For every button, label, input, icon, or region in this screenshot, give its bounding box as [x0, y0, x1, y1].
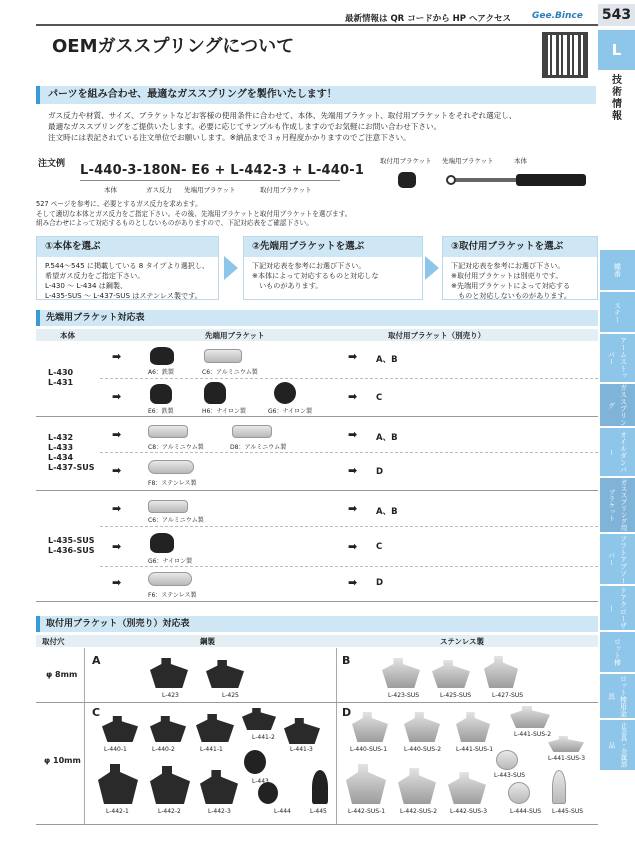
part-caption: L-442-SUS-1 — [348, 808, 386, 815]
l-442-sus-1-image — [346, 764, 386, 804]
part-caption: C8：アルミニウム製 — [148, 444, 204, 451]
l-442-sus-3-image — [448, 772, 486, 804]
c6-bracket-image — [148, 500, 188, 513]
l-441-2-image — [242, 708, 276, 730]
tip-bracket-illustration — [446, 175, 456, 185]
step-title: ①本体を選ぶ — [37, 237, 218, 257]
tip-table-title: 先端用ブラケット対応表 — [36, 310, 598, 326]
steps-line: 527 ページを参考に、必要とするガス反力を求めます。 — [36, 200, 202, 208]
brand-logo: Gee.Bince — [532, 11, 583, 21]
row-divider — [100, 526, 598, 527]
header-note: 最新情報は QR コードから HP へアクセス — [345, 14, 511, 24]
steps-line: 組み合わせによって対応するものとしないものがありますので、下記対応表をご確認下さい。 — [36, 219, 313, 227]
group-letter: D — [342, 706, 352, 719]
intro-line: 注文時には表記されている注文単位でお願いします。※納品まで３ヵ月程度かかりますのでご注意下さい。 — [48, 133, 411, 142]
part-caption: L-442-1 — [106, 808, 129, 815]
step-line: P.544～545 に掲載している 8 タイプより選択し、 — [45, 261, 210, 270]
l-440-sus-2-image — [404, 712, 440, 742]
part-caption: L-441-SUS-2 — [514, 731, 552, 738]
mount-result: A、B — [376, 507, 398, 517]
side-tab-gas-spring-bracket[interactable]: ガススプリング用ブラケット — [600, 478, 635, 532]
intro-banner: パーツを組み合わせ、最適なガススプリングを製作いたします！ — [36, 86, 596, 104]
group-divider — [36, 416, 598, 417]
l-425-sus-image — [432, 660, 470, 688]
part-caption: G6：ナイロン製 — [148, 558, 193, 565]
step-line: 下記対応表を参考にお選び下さい。 — [252, 261, 366, 270]
mount-result: C — [376, 393, 383, 403]
step-line: ※先端用ブラケットによって対応する — [451, 281, 571, 290]
part-caption: L-423 — [162, 692, 179, 699]
group-letter: C — [92, 706, 101, 719]
row-arrow-icon: ➡ — [348, 502, 358, 515]
section-letter: L — [598, 30, 635, 70]
l-441-sus-2-image — [510, 706, 550, 728]
part-caption: C6：アルミニウム製 — [148, 517, 204, 524]
l-442-3-image — [200, 770, 238, 804]
step-line: ※取付用ブラケットは別売りです。 — [451, 271, 563, 280]
step-line: いものがあります。 — [252, 281, 323, 290]
part-caption: L-444 — [274, 808, 291, 815]
step-card-1 — [36, 236, 219, 300]
side-tab-hinge[interactable]: 蝶番 — [600, 250, 635, 290]
l-442-sus-2-image — [398, 768, 436, 804]
step-line: 下記対応表を参考にお選び下さい。 — [451, 261, 565, 270]
example-sub: ガス反力 — [146, 186, 172, 194]
part-caption: A6：鉄製 — [148, 369, 174, 376]
mount-bracket-illustration — [398, 172, 416, 188]
row-arrow-icon: ➡ — [112, 464, 122, 477]
part-caption: L-442-3 — [208, 808, 231, 815]
mount-result: A、B — [376, 355, 398, 365]
l-441-sus-3-image — [548, 736, 584, 752]
step-card-3 — [442, 236, 598, 300]
g6-bracket-image — [274, 382, 296, 404]
mount-result: C — [376, 542, 383, 552]
row-arrow-icon: ➡ — [348, 350, 358, 363]
side-tab-door-closer[interactable]: ドアクローザー — [600, 586, 635, 630]
table-bottom-rule — [36, 824, 598, 825]
l-444-sus-image — [508, 782, 530, 804]
mount-table-title: 取付用ブラケット（別売り）対応表 — [36, 616, 598, 632]
step-line: ものと対応しないものがあります。 — [451, 291, 572, 300]
example-sub: 先端用ブラケット — [184, 186, 236, 194]
part-caption: F8：ステンレス製 — [148, 480, 197, 487]
table-bottom-rule — [36, 601, 598, 602]
example-sub: 本体 — [104, 186, 117, 194]
row-divider — [100, 566, 598, 567]
part-caption: L-445-SUS — [552, 808, 584, 815]
l-445-image — [312, 770, 328, 804]
part-caption: L-441-SUS-3 — [548, 755, 586, 762]
step-card-2 — [243, 236, 423, 300]
col-header: 取付穴 — [42, 637, 65, 646]
c6-bracket-image — [204, 349, 242, 363]
step-title: ③取付用ブラケットを選ぶ — [443, 237, 597, 257]
steps-text — [36, 200, 351, 229]
example-sub: 取付用ブラケット — [260, 186, 312, 194]
col-header: 本体 — [60, 331, 75, 340]
section-title: 技術情報 — [612, 75, 622, 122]
part-caption: L-441-SUS-1 — [456, 746, 494, 753]
col-header: 取付用ブラケット（別売り） — [388, 331, 486, 340]
row-arrow-icon: ➡ — [112, 390, 122, 403]
l-441-3-image — [284, 718, 320, 744]
diagram-label: 取付用ブラケット — [380, 157, 432, 165]
part-caption: L-443-SUS — [494, 772, 526, 779]
l-443-image — [244, 750, 266, 774]
h6-bracket-image — [204, 382, 226, 404]
step-line: 希望ガス反力をご指定下さい。 — [45, 271, 145, 280]
part-caption: L-441-2 — [252, 734, 275, 741]
part-caption: L-442-SUS-3 — [450, 808, 488, 815]
hole-size: φ 8mm — [46, 670, 78, 679]
part-caption: L-443 — [252, 778, 269, 785]
l-440-1-image — [102, 716, 138, 742]
part-caption: F6：ステンレス製 — [148, 592, 197, 599]
part-caption: L-441-1 — [200, 746, 223, 753]
diagram-label: 本体 — [514, 157, 527, 165]
row-arrow-icon: ➡ — [112, 540, 122, 553]
part-caption: L-423-SUS — [388, 692, 420, 699]
intro-text — [48, 110, 516, 143]
part-caption: L-441-3 — [290, 746, 313, 753]
part-caption: L-425 — [222, 692, 239, 699]
row-arrow-icon: ➡ — [348, 540, 358, 553]
page-title: OEMガススプリングについて — [52, 36, 295, 57]
side-tab-soft-absorber[interactable]: ソフトアブソーバー — [600, 534, 635, 584]
col-header: ステンレス製 — [440, 637, 485, 646]
l-440-sus-1-image — [352, 712, 388, 742]
tip-table-header-row — [36, 329, 598, 341]
group-letter: B — [342, 654, 351, 667]
step-title: ②先端用ブラケットを選ぶ — [244, 237, 422, 257]
l-442-2-image — [150, 766, 190, 804]
side-tab-arm-stopper[interactable]: アームストッパー — [600, 334, 635, 382]
l-441-1-image — [196, 714, 234, 742]
part-caption: L-442-SUS-2 — [400, 808, 438, 815]
part-caption: L-427-SUS — [492, 692, 524, 699]
a6-bracket-image — [150, 347, 174, 365]
mount-result: A、B — [376, 433, 398, 443]
row-divider — [100, 452, 598, 453]
row-arrow-icon: ➡ — [112, 502, 122, 515]
l-423-image — [150, 658, 188, 688]
step-line: L-435-SUS ～ L-437-SUS はステンレス製です。 — [45, 291, 202, 300]
formula-underline — [80, 180, 340, 181]
part-caption: D8：アルミニウム製 — [230, 444, 287, 451]
mount-result: D — [376, 467, 384, 477]
part-caption: L-440-SUS-2 — [404, 746, 442, 753]
body-model-group-3: L-435-SUS L-436-SUS — [48, 536, 95, 555]
diagram-label: 先端用ブラケット — [442, 157, 494, 165]
e6-bracket-image — [150, 384, 172, 404]
example-label: 注文例 — [38, 159, 66, 169]
side-tab-rod-fittings[interactable]: ロット棒用金具 — [600, 674, 635, 718]
column-divider — [336, 648, 337, 824]
step-arrow-icon — [224, 256, 238, 280]
side-tab-rod[interactable]: ロット棒 — [600, 632, 635, 672]
intro-line: ガス反力や材質、サイズ、ブラケットなどお客様の使用条件に合わせて、本体、先端用ブラケット、取付用ブラケットをそれぞれ選定し、 — [48, 111, 517, 120]
row-arrow-icon: ➡ — [348, 576, 358, 589]
page-number: 543 — [598, 4, 635, 26]
column-divider — [84, 648, 85, 824]
l-442-1-image — [98, 764, 138, 804]
l-440-2-image — [150, 716, 186, 742]
col-header: 先端用ブラケット — [205, 331, 265, 340]
row-arrow-icon: ➡ — [348, 428, 358, 441]
step-line: ※本体によって対応するものと対応しな — [252, 271, 379, 280]
side-tab-fasteners[interactable]: 止金具・金属部品 — [600, 720, 635, 770]
l-443-sus-image — [496, 750, 518, 770]
step-line: L-430 ～ L-434 は鋼製、 — [45, 281, 128, 290]
step-arrow-icon — [425, 256, 439, 280]
steps-line: そして適切な本体とガス反力をご指定下さい。その後、先端用ブラケットと取付用ブラケットを選びます。 — [36, 209, 352, 218]
hole-size: φ 10mm — [44, 756, 81, 765]
part-caption: H6：ナイロン製 — [202, 408, 246, 415]
row-arrow-icon: ➡ — [348, 464, 358, 477]
part-caption: G6：ナイロン製 — [268, 408, 313, 415]
l-427-sus-image — [484, 656, 518, 688]
l-445-sus-image — [552, 770, 566, 804]
row-divider — [100, 378, 598, 379]
header-rule — [36, 24, 598, 26]
part-caption: L-442-2 — [158, 808, 181, 815]
group-divider — [36, 490, 598, 491]
part-caption: L-440-SUS-1 — [350, 746, 388, 753]
part-caption: C6：アルミニウム製 — [202, 369, 258, 376]
col-header: 鋼製 — [200, 637, 215, 646]
side-tab-gas-spring[interactable]: ガススプリング — [600, 384, 635, 426]
example-formula: L-440-3-180N- E6 + L-442-3 + L-440-1 — [80, 163, 365, 178]
row-arrow-icon: ➡ — [112, 428, 122, 441]
l-423-sus-image — [382, 658, 420, 688]
group-letter: A — [92, 654, 101, 667]
rod-illustration — [448, 178, 518, 182]
row-divider — [36, 702, 598, 703]
f8-bracket-image — [148, 460, 194, 474]
row-arrow-icon: ➡ — [348, 390, 358, 403]
row-arrow-icon: ➡ — [112, 350, 122, 363]
f6-bracket-image — [148, 572, 192, 586]
part-caption: L-444-SUS — [510, 808, 542, 815]
g6-bracket-image — [150, 533, 174, 553]
body-model-group-1: L-430 L-431 — [48, 368, 74, 387]
body-model-group-2: L-432 L-433 L-434 L-437-SUS — [48, 433, 95, 472]
part-caption: L-440-2 — [152, 746, 175, 753]
part-caption: L-445 — [310, 808, 327, 815]
c8-bracket-image — [148, 425, 188, 438]
part-caption: E6：鉄製 — [148, 408, 174, 415]
intro-line: 最適なガススプリングをご提供いたします。必要に応じてサンプルも作成しますのでお気軽にお問い合わせ下さい。 — [48, 122, 442, 131]
side-tab-stay[interactable]: ステー — [600, 292, 635, 332]
cylinder-illustration — [516, 174, 586, 186]
mount-result: D — [376, 578, 384, 588]
side-tab-oil-damper[interactable]: オイルダンパー — [600, 428, 635, 476]
part-caption: L-425-SUS — [440, 692, 472, 699]
l-441-sus-1-image — [456, 712, 490, 742]
l-444-image — [258, 782, 278, 804]
row-arrow-icon: ➡ — [112, 576, 122, 589]
d8-bracket-image — [232, 425, 272, 438]
part-caption: L-440-1 — [104, 746, 127, 753]
qr-code-icon[interactable] — [542, 32, 588, 78]
mount-table-header-row — [36, 635, 598, 647]
l-425-image — [206, 660, 244, 688]
